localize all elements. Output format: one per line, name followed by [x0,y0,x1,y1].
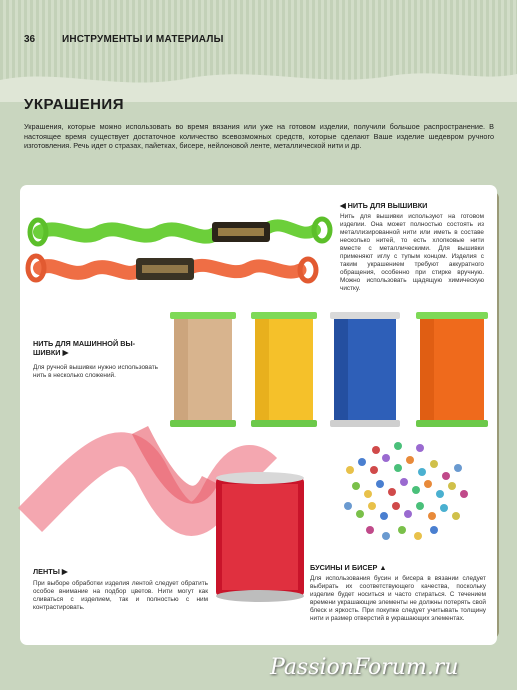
beads-pile [344,442,468,540]
page-number: 36 [24,33,36,45]
embroidery-caption-heading: ◀ НИТЬ ДЛЯ ВЫШИВКИ [340,201,428,210]
green-thread-skein [30,219,330,244]
beads-caption-heading: БУСИНЫ И БИСЕР ▲ [310,563,387,572]
machine-caption-text: Для ручной вышивки нужно использовать нить в несколько сложений. [33,364,158,379]
embroidery-caption-text: Нить для вышивки используют на готовом изделии. Она может полностью состоять из металлизированной нити или иметь в составе несколько нитей, то есть хлопковые нити вместе с металлическими. Для вышивки применяют иглу с тупым концом. Изделия с таким украшением требуют аккуратного обращения, особенно при стирке вручную. Можно использовать щадящую химическую чистку. [340,213,484,292]
intro-paragraph: Украшения, которые можно использовать во время вязания или уже на готовом изделии, получили большое распространение. В настоящее время существует достаточное количество всевозможных средств, которые сделают Ваше изделие шедевром ручного изготовления. Речь идет о стразах, пайетках, бисере, нейлоновой ленте, металлической нити и др. [24,122,494,150]
machine-caption-heading-line1: НИТЬ ДЛЯ МАШИННОЙ ВЫ- [33,339,136,348]
spool-blue [330,312,400,427]
spool-orange [416,312,488,427]
watermark-text: PassionForum.ru [270,655,459,680]
red-ribbon [30,430,304,602]
page-title: УКРАШЕНИЯ [24,96,124,113]
ribbons-caption-heading: ЛЕНТЫ ▶ [33,567,68,576]
beads-caption-text: Для использования бусин и бисера в вязании следует выбирать их соответствующего качества, поскольку изделие будет носиться и часто стираться. С течением времени украшающие элементы не должны потерять свой блеск и яркость. При покупке следует учитывать толщину нити и размер отверстий в украшающих элементах. [310,575,486,622]
machine-caption-heading-line2: ШИВКИ ▶ [33,348,69,357]
spool-beige [170,312,236,427]
machine-caption-heading [33,339,163,357]
orange-thread-skein [28,256,316,281]
spool-yellow [251,312,317,427]
section-title: ИНСТРУМЕНТЫ И МАТЕРИАЛЫ [62,33,224,45]
ribbons-caption-text: При выборе обработки изделия лентой следует обратить особое внимание на подбор цветов. Нити могут как сливаться с изделием, так и полностью с ним контрастировать. [33,580,208,611]
